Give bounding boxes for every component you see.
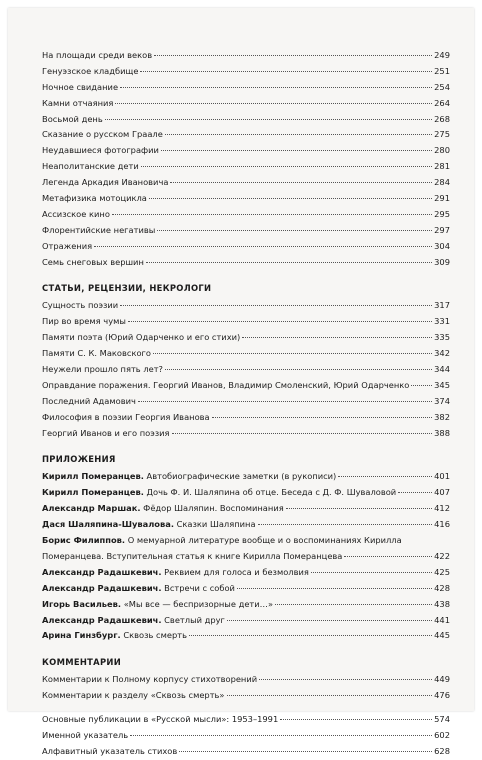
page-number: 344	[434, 364, 450, 375]
entry-title: Генуэзское кладбище	[42, 65, 139, 76]
leader-dots	[94, 246, 432, 247]
entry-title: Флорентийские негативы	[42, 224, 156, 235]
toc-entry	[42, 517, 450, 533]
leader-dots	[141, 166, 432, 167]
page-number: 345	[434, 379, 450, 390]
entry-title: Философия в поэзии Георгия Иванова	[42, 411, 210, 422]
entry-title	[42, 533, 402, 549]
page-number: 428	[434, 582, 450, 593]
page-number: 628	[434, 745, 450, 756]
entry-title: Камни отчаяния	[42, 97, 114, 108]
entry-title: Ночное свидание	[42, 81, 119, 92]
toc-entry	[42, 223, 450, 239]
leader-dots	[280, 719, 432, 720]
entry-title: Отражения	[42, 240, 93, 251]
entry-text: «Мы все — беспризорные дети…»	[123, 598, 274, 609]
entry-author: Александр Радашкевич.	[42, 614, 162, 625]
page-number: 412	[434, 503, 450, 514]
entry-title	[42, 628, 187, 644]
page-number: 268	[434, 113, 450, 124]
toc-entry	[42, 239, 450, 255]
entry-title	[42, 501, 284, 517]
entry-title	[42, 565, 309, 581]
entry-author: Александр Маршак.	[42, 503, 141, 514]
toc-entry	[42, 613, 450, 629]
leader-dots	[227, 620, 432, 621]
toc-entry	[42, 80, 450, 96]
toc-entry	[42, 64, 450, 80]
entry-title: Неаполитанские дети	[42, 161, 139, 172]
toc-entry	[42, 533, 450, 565]
entry-title: Семь снеговых вершин	[42, 256, 144, 267]
page-number: 309	[434, 256, 450, 267]
entry-title	[42, 485, 396, 501]
entry-author: Александр Радашкевич.	[42, 582, 162, 593]
toc-entry	[42, 298, 450, 314]
leader-dots	[179, 751, 432, 752]
entry-text: О мемуарной литературе вообще и о воспоминаниях Кирилла	[127, 535, 402, 546]
spacer	[42, 704, 450, 712]
page-number: 249	[434, 50, 450, 60]
toc-appendices-section	[42, 452, 450, 644]
leader-dots	[120, 87, 432, 88]
toc-entry	[42, 728, 450, 744]
page-number: 291	[434, 193, 450, 204]
toc-entry	[42, 712, 450, 728]
page-number: 275	[434, 129, 450, 140]
section-heading-comments: КОММЕНТАРИИ	[42, 657, 122, 668]
entry-title: Сущность поэзии	[42, 300, 119, 311]
entry-author: Борис Филиппов.	[42, 535, 126, 546]
leader-dots	[311, 572, 432, 573]
leader-dots	[172, 433, 433, 434]
entry-title: Пир во время чумы	[42, 316, 126, 327]
toc-articles-section	[42, 281, 450, 441]
leader-dots	[128, 321, 432, 322]
entry-title: Восьмой день	[42, 113, 103, 124]
leader-dots	[120, 305, 432, 306]
entry-author: Кирилл Померанцев.	[42, 487, 144, 498]
leader-dots	[146, 262, 432, 263]
page-number: 297	[434, 224, 450, 235]
entry-title: Алфавитный указатель стихов	[42, 745, 178, 756]
toc-entry	[42, 581, 450, 597]
page-number: 602	[434, 729, 450, 740]
toc-top-section	[42, 48, 450, 270]
leader-dots	[237, 588, 432, 589]
page-number: 438	[434, 598, 450, 609]
page-number: 335	[434, 332, 450, 343]
entry-author: Дася Шаляпина-Шувалова.	[42, 519, 174, 530]
entry-title: Основные публикации в «Русской мысли»: 1953–1991	[42, 714, 279, 725]
page-number: 416	[434, 519, 450, 530]
entry-line	[42, 533, 450, 549]
entry-title: Ассизское кино	[42, 208, 110, 219]
toc-entry	[42, 628, 450, 644]
page-number: 304	[434, 240, 450, 251]
toc-comments-section	[42, 655, 450, 759]
entry-text: Дочь Ф. И. Шаляпина об отце. Беседа с Д. Ф. Шуваловой	[146, 487, 397, 498]
entry-text: Померанцева. Вступительная статья к книге Кирилла Померанцева	[42, 550, 343, 561]
entry-author: Арина Гинзбург.	[42, 630, 121, 641]
leader-dots	[153, 353, 432, 354]
entry-title	[42, 469, 336, 485]
leader-dots	[149, 198, 432, 199]
entry-text: Светлый друг	[164, 614, 225, 625]
toc-entry	[42, 378, 450, 394]
toc-entry	[42, 672, 450, 688]
section-heading-appendices: ПРИЛОЖЕНИЯ	[42, 454, 116, 465]
leader-dots	[170, 182, 432, 183]
entry-title: На площади среди веков	[42, 50, 153, 60]
leader-dots	[411, 385, 432, 386]
leader-dots	[112, 214, 432, 215]
leader-dots	[115, 103, 432, 104]
page-number: 281	[434, 161, 450, 172]
entry-author: Кирилл Померанцев.	[42, 471, 144, 482]
entry-title: Георгий Иванов и его поэзия	[42, 427, 170, 438]
page-number: 342	[434, 348, 450, 359]
toc-entry	[42, 96, 450, 112]
leader-dots	[398, 492, 432, 493]
leader-dots	[258, 524, 433, 525]
entry-title	[42, 613, 225, 629]
page-number: 254	[434, 81, 450, 92]
entry-title: Комментарии к разделу «Сквозь смерть»	[42, 690, 225, 701]
entry-text: Встречи с собой	[164, 582, 235, 593]
entry-title	[42, 517, 256, 533]
toc-entry	[42, 469, 450, 485]
toc-entry	[42, 394, 450, 410]
page-number: 264	[434, 97, 450, 108]
entry-text: Сказки Шаляпина	[176, 519, 256, 530]
page-number: 425	[434, 566, 450, 577]
entry-title: Неужели прошло пять лет?	[42, 364, 163, 375]
toc-entry	[42, 744, 450, 760]
entry-text: Сквозь смерть	[123, 630, 187, 641]
entry-title: Именной указатель	[42, 729, 129, 740]
toc-entry	[42, 597, 450, 613]
entry-line	[42, 549, 450, 565]
toc-entry	[42, 48, 450, 64]
page-number: 441	[434, 614, 450, 625]
leader-dots	[189, 635, 432, 636]
toc-entry	[42, 426, 450, 442]
entry-text: Реквием для голоса и безмолвия	[164, 566, 309, 577]
entry-title: Последний Адамович	[42, 395, 136, 406]
entry-text: Фёдор Шаляпин. Воспоминания	[143, 503, 284, 514]
leader-dots	[165, 134, 432, 135]
page-number: 449	[434, 674, 450, 685]
page-number: 382	[434, 411, 450, 422]
leader-dots	[154, 55, 432, 56]
toc-entry	[42, 410, 450, 426]
toc-entry	[42, 191, 450, 207]
leader-dots	[242, 337, 432, 338]
page-number: 422	[434, 550, 450, 561]
entry-title: Оправдание поражения. Георгий Иванов, Владимир Смоленский, Юрий Одарченко	[42, 379, 410, 390]
page-number: 295	[434, 208, 450, 219]
leader-dots	[161, 150, 432, 151]
toc-entry	[42, 159, 450, 175]
toc-entry	[42, 127, 450, 143]
toc-entry	[42, 565, 450, 581]
page-number: 331	[434, 316, 450, 327]
leader-dots	[338, 476, 432, 477]
toc-entry	[42, 112, 450, 128]
page-number: 374	[434, 395, 450, 406]
entry-title: Сказание о русском Граале	[42, 129, 163, 140]
toc-entry	[42, 175, 450, 191]
leader-dots	[165, 369, 432, 370]
page-number: 407	[434, 487, 450, 498]
leader-dots	[140, 71, 432, 72]
page-number: 401	[434, 471, 450, 482]
entry-title: Метафизика мотоцикла	[42, 193, 147, 204]
entry-text: Автобиографические заметки (в рукописи)	[146, 471, 337, 482]
toc-entry	[42, 255, 450, 271]
entry-author: Игорь Васильев.	[42, 598, 122, 609]
page-number: 388	[434, 427, 450, 438]
toc-entry	[42, 501, 450, 517]
toc-entry	[42, 688, 450, 704]
entry-title: Комментарии к Полному корпусу стихотворений	[42, 674, 258, 685]
section-heading-articles: СТАТЬИ, РЕЦЕНЗИИ, НЕКРОЛОГИ	[42, 283, 212, 294]
toc-entry	[42, 207, 450, 223]
leader-dots	[130, 735, 432, 736]
entry-title: Памяти поэта (Юрий Одарченко и его стихи)	[42, 332, 241, 343]
toc-entry	[42, 314, 450, 330]
leader-dots	[275, 604, 432, 605]
leader-dots	[105, 119, 432, 120]
entry-title: Легенда Аркадия Ивановича	[42, 177, 169, 188]
leader-dots	[138, 401, 432, 402]
page-number: 280	[434, 145, 450, 156]
page-number: 445	[434, 630, 450, 641]
toc-entry	[42, 485, 450, 501]
page-number: 284	[434, 177, 450, 188]
page-number: 574	[434, 714, 450, 725]
book-page	[8, 8, 474, 756]
page-number: 251	[434, 65, 450, 76]
toc-entry	[42, 330, 450, 346]
page-number: 476	[434, 690, 450, 701]
entry-title	[42, 581, 235, 597]
toc-entry	[42, 346, 450, 362]
entry-title: Неудавшиеся фотографии	[42, 145, 159, 156]
leader-dots	[212, 417, 433, 418]
leader-dots	[157, 230, 432, 231]
leader-dots	[344, 556, 432, 557]
leader-dots	[227, 695, 433, 696]
entry-author: Александр Радашкевич.	[42, 566, 162, 577]
leader-dots	[286, 508, 432, 509]
entry-title: Памяти С. К. Маковского	[42, 348, 151, 359]
toc-entry	[42, 362, 450, 378]
leader-dots	[259, 679, 432, 680]
entry-title	[42, 597, 273, 613]
toc-entry	[42, 143, 450, 159]
page-number: 317	[434, 300, 450, 311]
